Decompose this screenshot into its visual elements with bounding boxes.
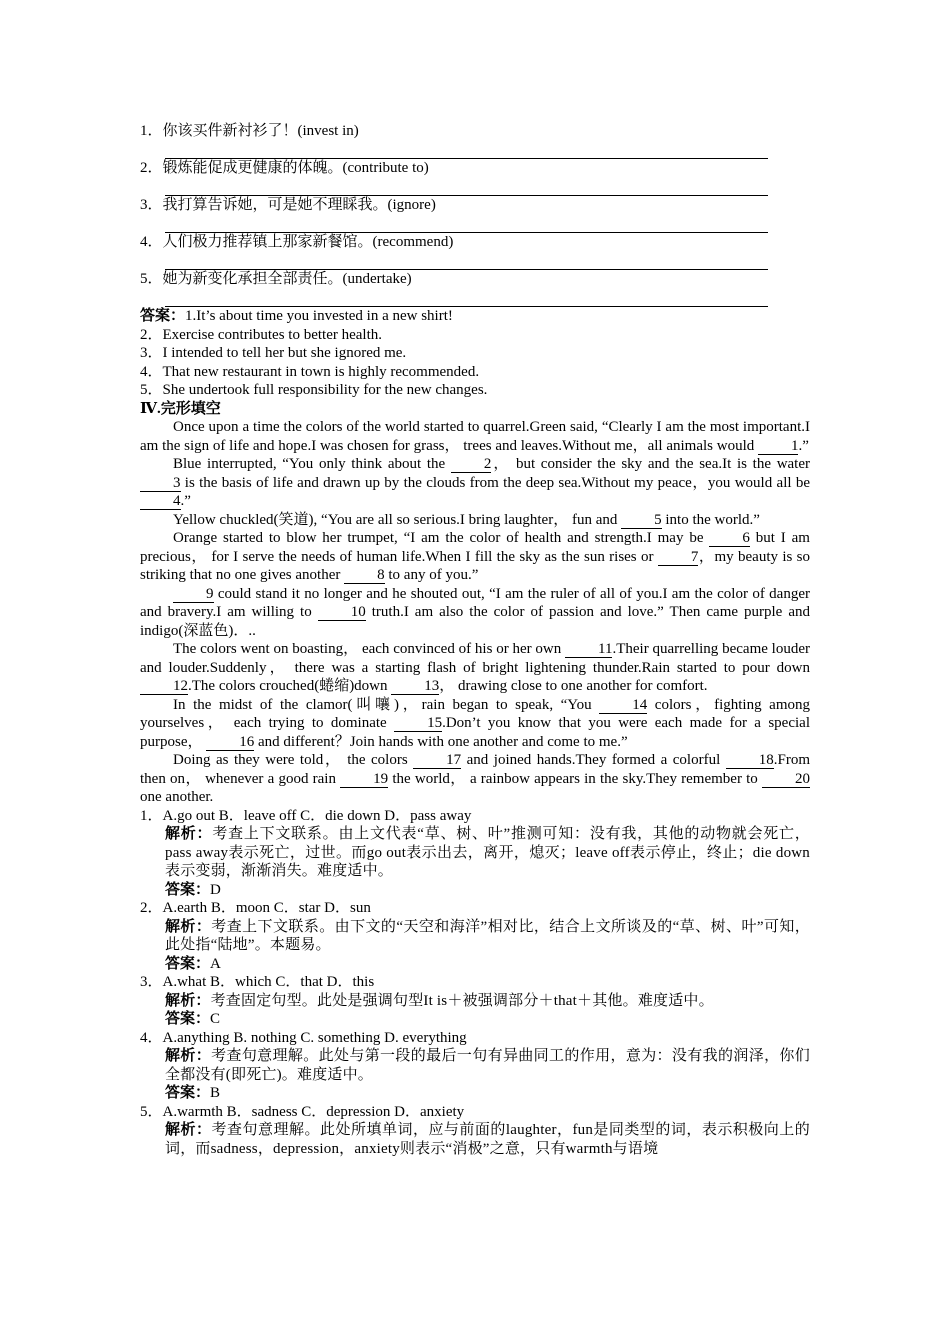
answer-1: 1.It’s about time you invested in a new shirt! <box>185 308 453 324</box>
cloze-blank-8[interactable]: 8 <box>344 568 385 584</box>
explanation: 解析：考查句意理解。此处所填单词，应与前面的laughter，fun是同类型的词，表示积极向上的词，而sadness，depression，anxiety则表示“消极”之意，只有warmth与语境 <box>165 1122 810 1157</box>
cloze-blank-7[interactable]: 7 <box>658 550 699 566</box>
passage-paragraph-8: Doing as they were told， the colors 17 and joined hands.They formed a colorful 18.From then on， whenever a good rain 19 the world， a rainbow appears in the sky.They remember to 20 one another. <box>140 752 810 805</box>
question-number: 5． <box>140 271 163 287</box>
cloze-blank-4[interactable]: 4 <box>140 494 181 510</box>
cloze-blank-5[interactable]: 5 <box>621 513 662 529</box>
answer-5: 5．She undertook full responsibility for the new changes. <box>140 382 488 398</box>
translation-item-2 <box>140 159 810 196</box>
question-options: A.what B．which C．that D．this <box>162 974 375 990</box>
question-answer: 答案：C <box>165 1011 221 1027</box>
question-answer: 答案：A <box>165 955 221 972</box>
cloze-blank-12[interactable]: 12 <box>140 679 188 695</box>
cloze-blank-3[interactable]: 3 <box>140 476 181 492</box>
passage-paragraph-5: 9 could stand it no longer and he shouted out, “I am the ruler of all of you.I am the color of danger and bravery.I am willing to 10 truth.I am also the color of passion and love.” Then came purple and indigo(深蓝色)．.. <box>140 585 810 639</box>
question-3 <box>140 973 810 1029</box>
explanation: 解析：考查上下文联系。由下文的“天空和海洋”相对比，结合上文所谈及的“草、树、叶”可知，此处指“陆地”。本题易。 <box>165 918 810 953</box>
cloze-blank-18[interactable]: 18 <box>726 753 774 769</box>
cloze-blank-17[interactable]: 17 <box>413 753 461 769</box>
cloze-blank-13[interactable]: 13 <box>391 679 439 695</box>
answer-line[interactable] <box>165 289 768 308</box>
passage-paragraph-2: Blue interrupted, “You only think about the 2， but consider the sky and the sea.It is the water 3 is the basis of life and drawn up by the clouds from the deep sea.Without my peace，you would all be 4.” <box>140 455 810 511</box>
cloze-blank-2[interactable]: 2 <box>451 457 492 473</box>
question-number: 1． <box>140 123 163 139</box>
question-number: 4． <box>140 234 163 250</box>
cloze-blank-20[interactable]: 20 <box>762 772 810 788</box>
question-number: 1． <box>140 807 163 824</box>
question-2 <box>140 899 810 973</box>
cloze-blank-10[interactable]: 10 <box>318 605 366 621</box>
translation-item-5 <box>140 270 810 307</box>
passage-paragraph-1: Once upon a time the colors of the world started to quarrel.Green said, “Clearly I am the most important.I am the sign of life and hope.I was chosen for grass， trees and leaves.Without me，all animals would 1.” <box>140 419 810 454</box>
answers-label: 答案： <box>140 308 186 324</box>
question-number: 3． <box>140 974 163 990</box>
question-4 <box>140 1029 810 1103</box>
question-number: 3． <box>140 197 163 213</box>
cloze-blank-1[interactable]: 1 <box>758 439 799 455</box>
translation-item-4 <box>140 233 810 270</box>
answer-4: 4．That new restaurant in town is highly recommended. <box>140 363 480 380</box>
question-text: 锻炼能促成更健康的体魄。(contribute to) <box>162 160 429 176</box>
passage-paragraph-6: The colors went on boasting， each convinced of his or her own 11.Their quarrelling became louder and louder.Suddenly， there was a starting flash of bright lightening thunder.Rain started to pour down 12.The colors crouched(蜷缩)down 13， drawing close to one another for comfort. <box>140 641 810 694</box>
answer-3: 3．I intended to tell her but she ignored me. <box>140 345 407 361</box>
translation-section <box>140 122 810 307</box>
cloze-blank-14[interactable]: 14 <box>599 698 647 714</box>
passage-paragraph-4: Orange started to blow her trumpet, “I am the color of health and strength.I may be 6 but I am precious， for I serve the needs of human life.When I fill the sky as the sun rises or 7，my beauty is so striking that no one gives another 8 to any of you.” <box>140 530 810 583</box>
question-number: 5． <box>140 1103 163 1120</box>
cloze-passage <box>140 418 810 807</box>
question-answer: 答案：D <box>165 881 221 898</box>
question-options: A.warmth B．sadness C．depression D．anxiety <box>162 1103 465 1120</box>
question-options: A.go out B．leave off C．die down D．pass away <box>162 807 472 824</box>
question-number: 2． <box>140 900 163 916</box>
cloze-blank-16[interactable]: 16 <box>206 735 254 751</box>
question-1 <box>140 807 810 900</box>
question-list <box>140 807 810 1159</box>
cloze-blank-6[interactable]: 6 <box>709 531 750 547</box>
passage-paragraph-7: In the midst of the clamor(叫嚷)，rain began to speak, “You 14 colors，fighting among yourselves， each trying to dominate 15.Don’t you know that you were each made for a special purpose， 16 and different？Join hands with one another and come to me.” <box>140 696 811 750</box>
translation-item-3 <box>140 196 810 233</box>
answer-line[interactable] <box>165 215 768 234</box>
translation-item-1 <box>140 122 810 159</box>
explanation: 解析：考查句意理解。此处与第一段的最后一句有异曲同工的作用，意为：没有我的润泽，你们全都没有(即死亡)。难度适中。 <box>165 1048 810 1083</box>
answer-line[interactable] <box>165 141 768 160</box>
answer-2: 2．Exercise contributes to better health. <box>140 326 382 343</box>
question-answer: 答案：B <box>165 1085 221 1101</box>
question-5 <box>140 1103 810 1159</box>
answer-line[interactable] <box>165 178 768 197</box>
answer-line[interactable] <box>165 252 768 271</box>
cloze-blank-19[interactable]: 19 <box>340 772 388 788</box>
question-options: A.earth B．moon C．star D．sun <box>162 900 371 916</box>
explanation: 解析：考查固定句型。此处是强调句型It is＋被强调部分＋that＋其他。难度适中。 <box>165 992 714 1009</box>
question-text: 人们极力推荐镇上那家新餐馆。(recommend) <box>162 234 454 250</box>
passage-paragraph-3: Yellow chuckled(笑道), “You are all so serious.I bring laughter， fun and 5 into the world.” <box>173 511 760 528</box>
question-text: 我打算告诉她，可是她不理睬我。(ignore) <box>162 197 436 213</box>
cloze-blank-9[interactable]: 9 <box>173 587 214 603</box>
cloze-blank-15[interactable]: 15 <box>394 716 442 732</box>
document-page <box>140 122 810 1158</box>
section-title: Ⅳ.完形填空 <box>140 400 221 417</box>
explanation: 解析：考查上下文联系。由上文代表“草、树、叶”推测可知：没有我，其他的动物就会死亡，pass away表示死亡，过世。而go out表示出去，离开，熄灭；leave off表示停止，终止；die down表示变弱，渐渐消失。难度适中。 <box>165 826 810 879</box>
question-text: 你该买件新衬衫了！(invest in) <box>162 123 359 139</box>
question-number: 4． <box>140 1029 163 1046</box>
answers-block <box>140 307 810 400</box>
cloze-blank-11[interactable]: 11 <box>565 642 612 658</box>
question-number: 2． <box>140 160 163 176</box>
question-options: A.anything B. nothing C. something D. everything <box>162 1029 467 1046</box>
question-text: 她为新变化承担全部责任。(undertake) <box>162 271 412 287</box>
